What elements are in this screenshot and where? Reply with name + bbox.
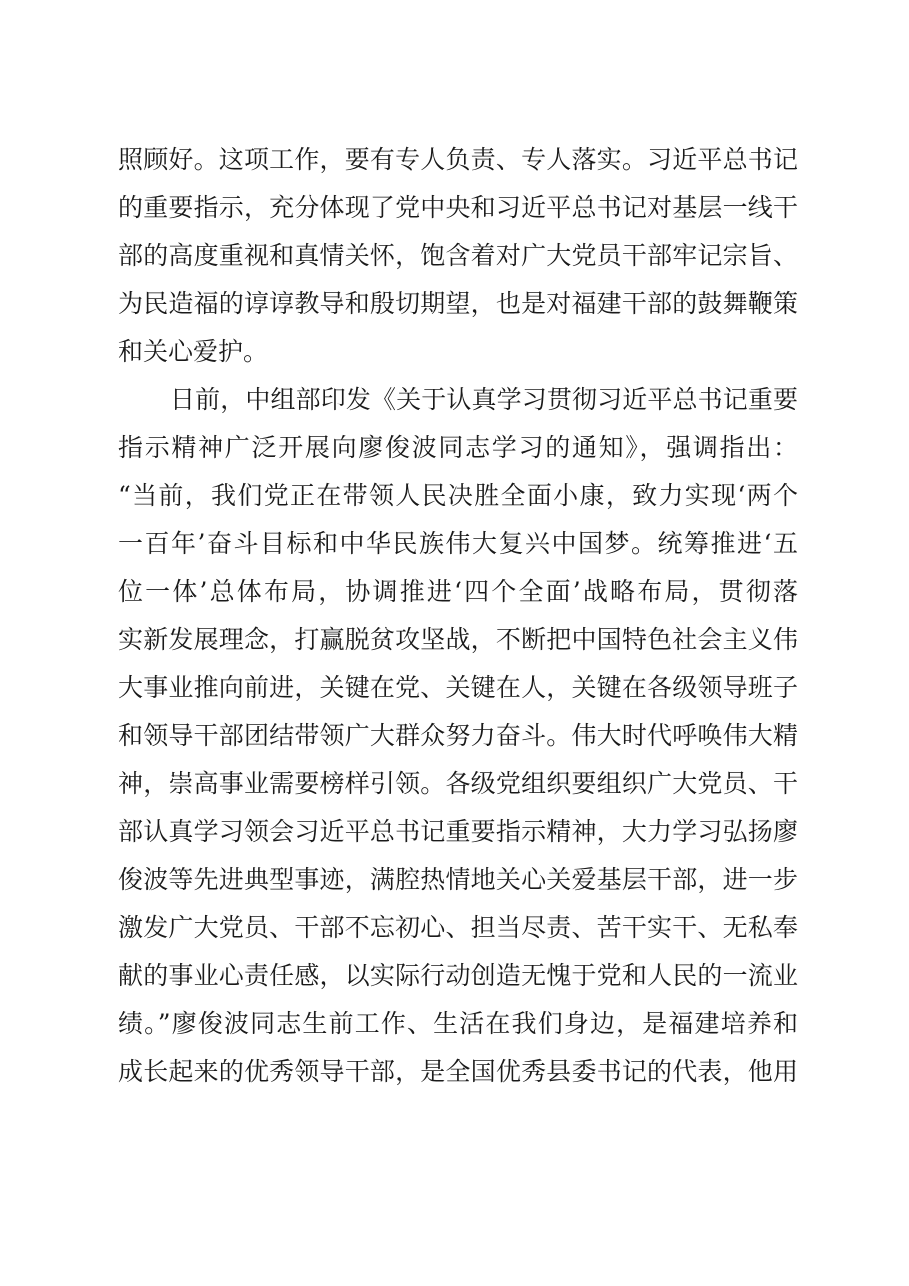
text-line-9: 一百年’奋斗目标和中华民族伟大复兴中国梦。统筹推进‘五 (118, 529, 798, 558)
text-line-14: 神，崇高事业需要榜样引领。各级党组织要组织广大党员、干 (118, 769, 798, 798)
document-body (118, 136, 798, 1096)
text-line-2: 的重要指示，充分体现了党中央和习近平总书记对基层一线干 (118, 193, 798, 222)
text-line-17: 激发广大党员、干部不忘初心、担当尽责、苦干实干、无私奉 (118, 913, 798, 942)
text-line-12: 大事业推向前进，关键在党、关键在人，关键在各级领导班子 (118, 673, 798, 702)
text-line-5: 和关心爱护。 (118, 337, 269, 366)
text-line-16: 俊波等先进典型事迹，满腔热情地关心关爱基层干部，进一步 (118, 865, 798, 894)
text-line-15: 部认真学习领会习近平总书记重要指示精神，大力学习弘扬廖 (118, 817, 798, 846)
text-line-6: 日前，中组部印发《关于认真学习贯彻习近平总书记重要 (170, 385, 798, 414)
text-line-7: 指示精神广泛开展向廖俊波同志学习的通知》，强调指出： (118, 433, 798, 462)
text-line-1: 照顾好。这项工作，要有专人负责、专人落实。习近平总书记 (118, 145, 798, 174)
text-line-18: 献的事业心责任感，以实际行动创造无愧于党和人民的一流业 (118, 961, 798, 990)
text-line-19: 绩。”廖俊波同志生前工作、生活在我们身边，是福建培养和 (118, 1009, 798, 1038)
text-line-10: 位一体’总体布局，协调推进‘四个全面’战略布局，贯彻落 (118, 577, 798, 606)
text-line-3: 部的高度重视和真情关怀，饱含着对广大党员干部牢记宗旨、 (118, 241, 798, 270)
text-line-4: 为民造福的谆谆教导和殷切期望，也是对福建干部的鼓舞鞭策 (118, 289, 798, 318)
text-line-11: 实新发展理念，打赢脱贫攻坚战，不断把中国特色社会主义伟 (118, 625, 798, 654)
text-line-8: “当前，我们党正在带领人民决胜全面小康，致力实现‘两个 (118, 481, 798, 510)
text-line-20: 成长起来的优秀领导干部，是全国优秀县委书记的代表，他用 (118, 1057, 798, 1086)
text-line-13: 和领导干部团结带领广大群众努力奋斗。伟大时代呼唤伟大精 (118, 721, 798, 750)
